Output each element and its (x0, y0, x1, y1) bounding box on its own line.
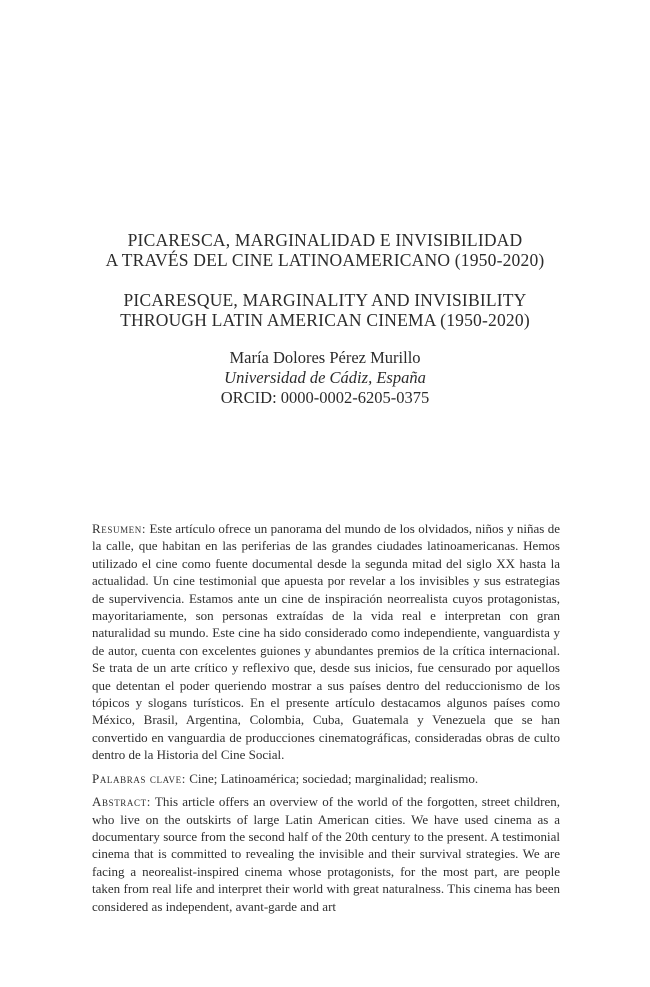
abstract-block (92, 520, 560, 915)
author-affiliation: Universidad de Cádiz, España (224, 368, 426, 387)
title-block (0, 230, 650, 330)
spanish-title (0, 230, 650, 270)
palabras-clave-paragraph (92, 770, 560, 787)
abstract-paragraph (92, 793, 560, 915)
palabras-clave-label: Palabras clave: (92, 770, 186, 786)
abstract-label: Abstract: (92, 794, 151, 810)
english-title-line-2: THROUGH LATIN AMERICAN CINEMA (1950-2020) (120, 310, 530, 330)
palabras-clave-text: Cine; Latinoamérica; sociedad; marginalidad; realismo. (189, 770, 479, 786)
english-title (0, 290, 650, 330)
resumen-text: Este artículo ofrece un panorama del mundo de los olvidados, niños y niñas de la calle, que habitan en las periferias de las grandes ciudades latinoamericanas. Hemos utilizado el cine como fuente documental desde la segunda mitad del siglo XX hasta la actualidad. Un cine testimonial que apuesta por revelar a los invisibles y sus estrategias de supervivencia. Estamos ante un cine de inspiración neorrealista cuyos protagonistas, mayoritariamente, son personas extraídas de la vida real e interpretan con gran naturalidad su mundo. Este cine ha sido considerado como independiente, vanguardista y de autor, cuenta con excelentes guiones y abundantes premios de la crítica internacional. Se trata de un arte crítico y reflexivo que, desde sus inicios, fue censurado por aquellos que detentan el poder queriendo mostrar a sus países dentro del reduccionismo de los tópicos y slogans turísticos. En el presente artículo destacamos algunos países como México, Brasil, Argentina, Colombia, Cuba, Guatemala y Venezuela que se han convertido en vanguardia de producciones cinematográficas, consideradas obras de culto dentro de la Historia del Cine Social. (92, 521, 560, 763)
author-orcid: ORCID: 0000-0002-6205-0375 (220, 388, 430, 407)
spanish-title-line-1: PICARESCA, MARGINALIDAD E INVISIBILIDAD (127, 230, 523, 250)
abstract-text: This article offers an overview of the world of the forgotten, street children, who live on the outskirts of large Latin American cities. We have used cinema as a documentary source from the second half of the 20th century to the present. A testimonial cinema that is committed to revealing the invisible and their survival strategies. We are facing a neorealist-inspired cinema whose protagonists, for the most part, are people taken from real life and interpret their world with great naturalness. This cinema has been considered as independent, avant-garde and art (92, 794, 560, 914)
english-title-line-1: PICARESQUE, MARGINALITY AND INVISIBILITY (123, 290, 527, 310)
resumen-label: Resumen: (92, 521, 147, 536)
author-name: María Dolores Pérez Murillo (229, 348, 421, 367)
resumen-paragraph (92, 520, 560, 764)
author-block (0, 348, 650, 408)
spanish-title-line-2: A TRAVÉS DEL CINE LATINOAMERICANO (1950-2020) (105, 250, 545, 270)
